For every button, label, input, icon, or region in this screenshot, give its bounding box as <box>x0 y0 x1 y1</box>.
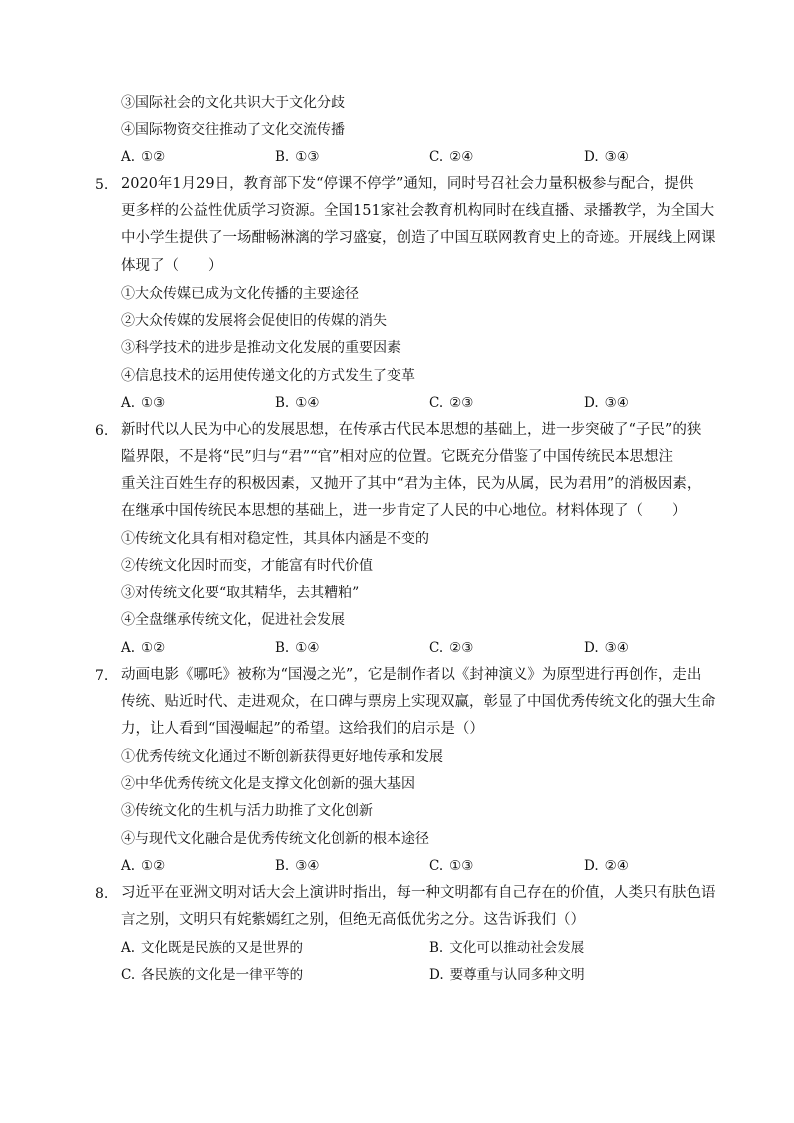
q8-option-a[interactable]: A. 文化既是民族的又是世界的 <box>121 940 304 956</box>
q6-item-4: ④全盘继承传统文化，促进社会发展 <box>121 612 345 628</box>
q6-item-1: ①传统文化具有相对稳定性，其具体内涵是不变的 <box>121 531 429 547</box>
q7-item-1: ①优秀传统文化通过不断创新获得更好地传承和发展 <box>121 749 443 765</box>
q6-item-3: ③对传统文化要“取其精华，去其糟粕” <box>121 585 360 601</box>
q5-option-d[interactable]: D. ③④ <box>584 395 629 411</box>
q5-option-b[interactable]: B. ①④ <box>275 395 320 411</box>
q6-option-a[interactable]: A. ①② <box>121 640 166 656</box>
q6-stem-line: 在继承中国传统民本思想的基础上，进一步肯定了人民的中心地位。材料体现了（ ） <box>121 503 687 519</box>
q5-stem-line: 中小学生提供了一场酣畅淋漓的学习盛宴，创造了中国互联网教育史上的奇迹。开展线上网课 <box>121 230 716 246</box>
q5-item-1: ①大众传媒已成为文化传播的主要途径 <box>121 286 359 302</box>
q8-option-b[interactable]: B. 文化可以推动社会发展 <box>429 940 585 956</box>
q6-stem-line: 重关注百姓生存的积极因素，又抛开了其中“君为主体，民为从属，民为君用”的消极因素， <box>121 476 702 492</box>
q8-stem-line: 习近平在亚洲文明对话大会上演讲时指出，每一种文明都有自己存在的价值，人类只有肤色语 <box>121 885 716 901</box>
question-number: 7. <box>95 668 109 684</box>
q6-item-2: ②传统文化因时而变，才能富有时代价值 <box>121 558 373 574</box>
prev-option-c[interactable]: C. ②④ <box>429 149 474 165</box>
q7-item-3: ③传统文化的生机与活力助推了文化创新 <box>121 803 373 819</box>
prev-item-4: ④国际物资交往推动了文化交流传播 <box>121 122 345 138</box>
q5-stem-line: 体现了（ ） <box>121 258 223 274</box>
prev-option-b[interactable]: B. ①③ <box>275 149 320 165</box>
q7-option-c[interactable]: C. ①③ <box>429 858 474 874</box>
q7-item-4: ④与现代文化融合是优秀传统文化创新的根本途径 <box>121 831 429 847</box>
q7-item-2: ②中华优秀传统文化是支撑文化创新的强大基因 <box>121 776 415 792</box>
q5-item-2: ②大众传媒的发展将会促使旧的传媒的消失 <box>121 313 387 329</box>
q5-option-c[interactable]: C. ②③ <box>429 395 474 411</box>
q5-stem-line: 2020年1月29日，教育部下发“停课不停学”通知，同时号召社会力量积极参与配合，提供 <box>121 176 694 192</box>
q6-option-c[interactable]: C. ②③ <box>429 640 474 656</box>
q8-option-c[interactable]: C. 各民族的文化是一律平等的 <box>121 967 304 983</box>
q7-option-b[interactable]: B. ③④ <box>275 858 320 874</box>
q7-option-d[interactable]: D. ②④ <box>584 858 629 874</box>
q6-stem-line: 隘界限，不是将“民”归与“君”“官”相对应的位置。它既充分借鉴了中国传统民本思想注 <box>121 449 673 465</box>
prev-item-3: ③国际社会的文化共识大于文化分歧 <box>121 95 345 111</box>
q6-stem-line: 新时代以人民为中心的发展思想，在传承古代民本思想的基础上，进一步突破了“子民”的狭 <box>121 422 702 438</box>
prev-option-a[interactable]: A. ①② <box>121 149 166 165</box>
q5-option-a[interactable]: A. ①③ <box>121 395 166 411</box>
q7-stem-line: 力，让人看到“国漫崛起”的希望。这给我们的启示是（） <box>121 721 484 737</box>
q8-stem-line: 言之别，文明只有姹紫嫣红之别，但绝无高低优劣之分。这告诉我们（） <box>121 912 585 928</box>
q8-option-d[interactable]: D. 要尊重与认同多种文明 <box>429 967 585 983</box>
q7-stem-line: 动画电影《哪吒》被称为“国漫之光”，它是制作者以《封神演义》为原型进行再创作，走出 <box>121 667 702 683</box>
prev-option-d[interactable]: D. ③④ <box>584 149 629 165</box>
q7-option-a[interactable]: A. ①② <box>121 858 166 874</box>
q5-item-4: ④信息技术的运用使传递文化的方式发生了变革 <box>121 368 415 384</box>
q6-option-b[interactable]: B. ①④ <box>275 640 320 656</box>
question-number: 6. <box>95 423 109 439</box>
q6-option-d[interactable]: D. ③④ <box>584 640 629 656</box>
q5-stem-line: 更多样的公益性优质学习资源。全国151家社会教育机构同时在线直播、录播教学，为全国大 <box>121 203 715 219</box>
question-number: 8. <box>95 886 109 902</box>
q7-stem-line: 传统、贴近时代、走进观众，在口碑与票房上实现双赢，彰显了中国优秀传统文化的强大生命 <box>121 694 716 710</box>
question-number: 5. <box>95 177 109 193</box>
q5-item-3: ③科学技术的进步是推动文化发展的重要因素 <box>121 340 401 356</box>
